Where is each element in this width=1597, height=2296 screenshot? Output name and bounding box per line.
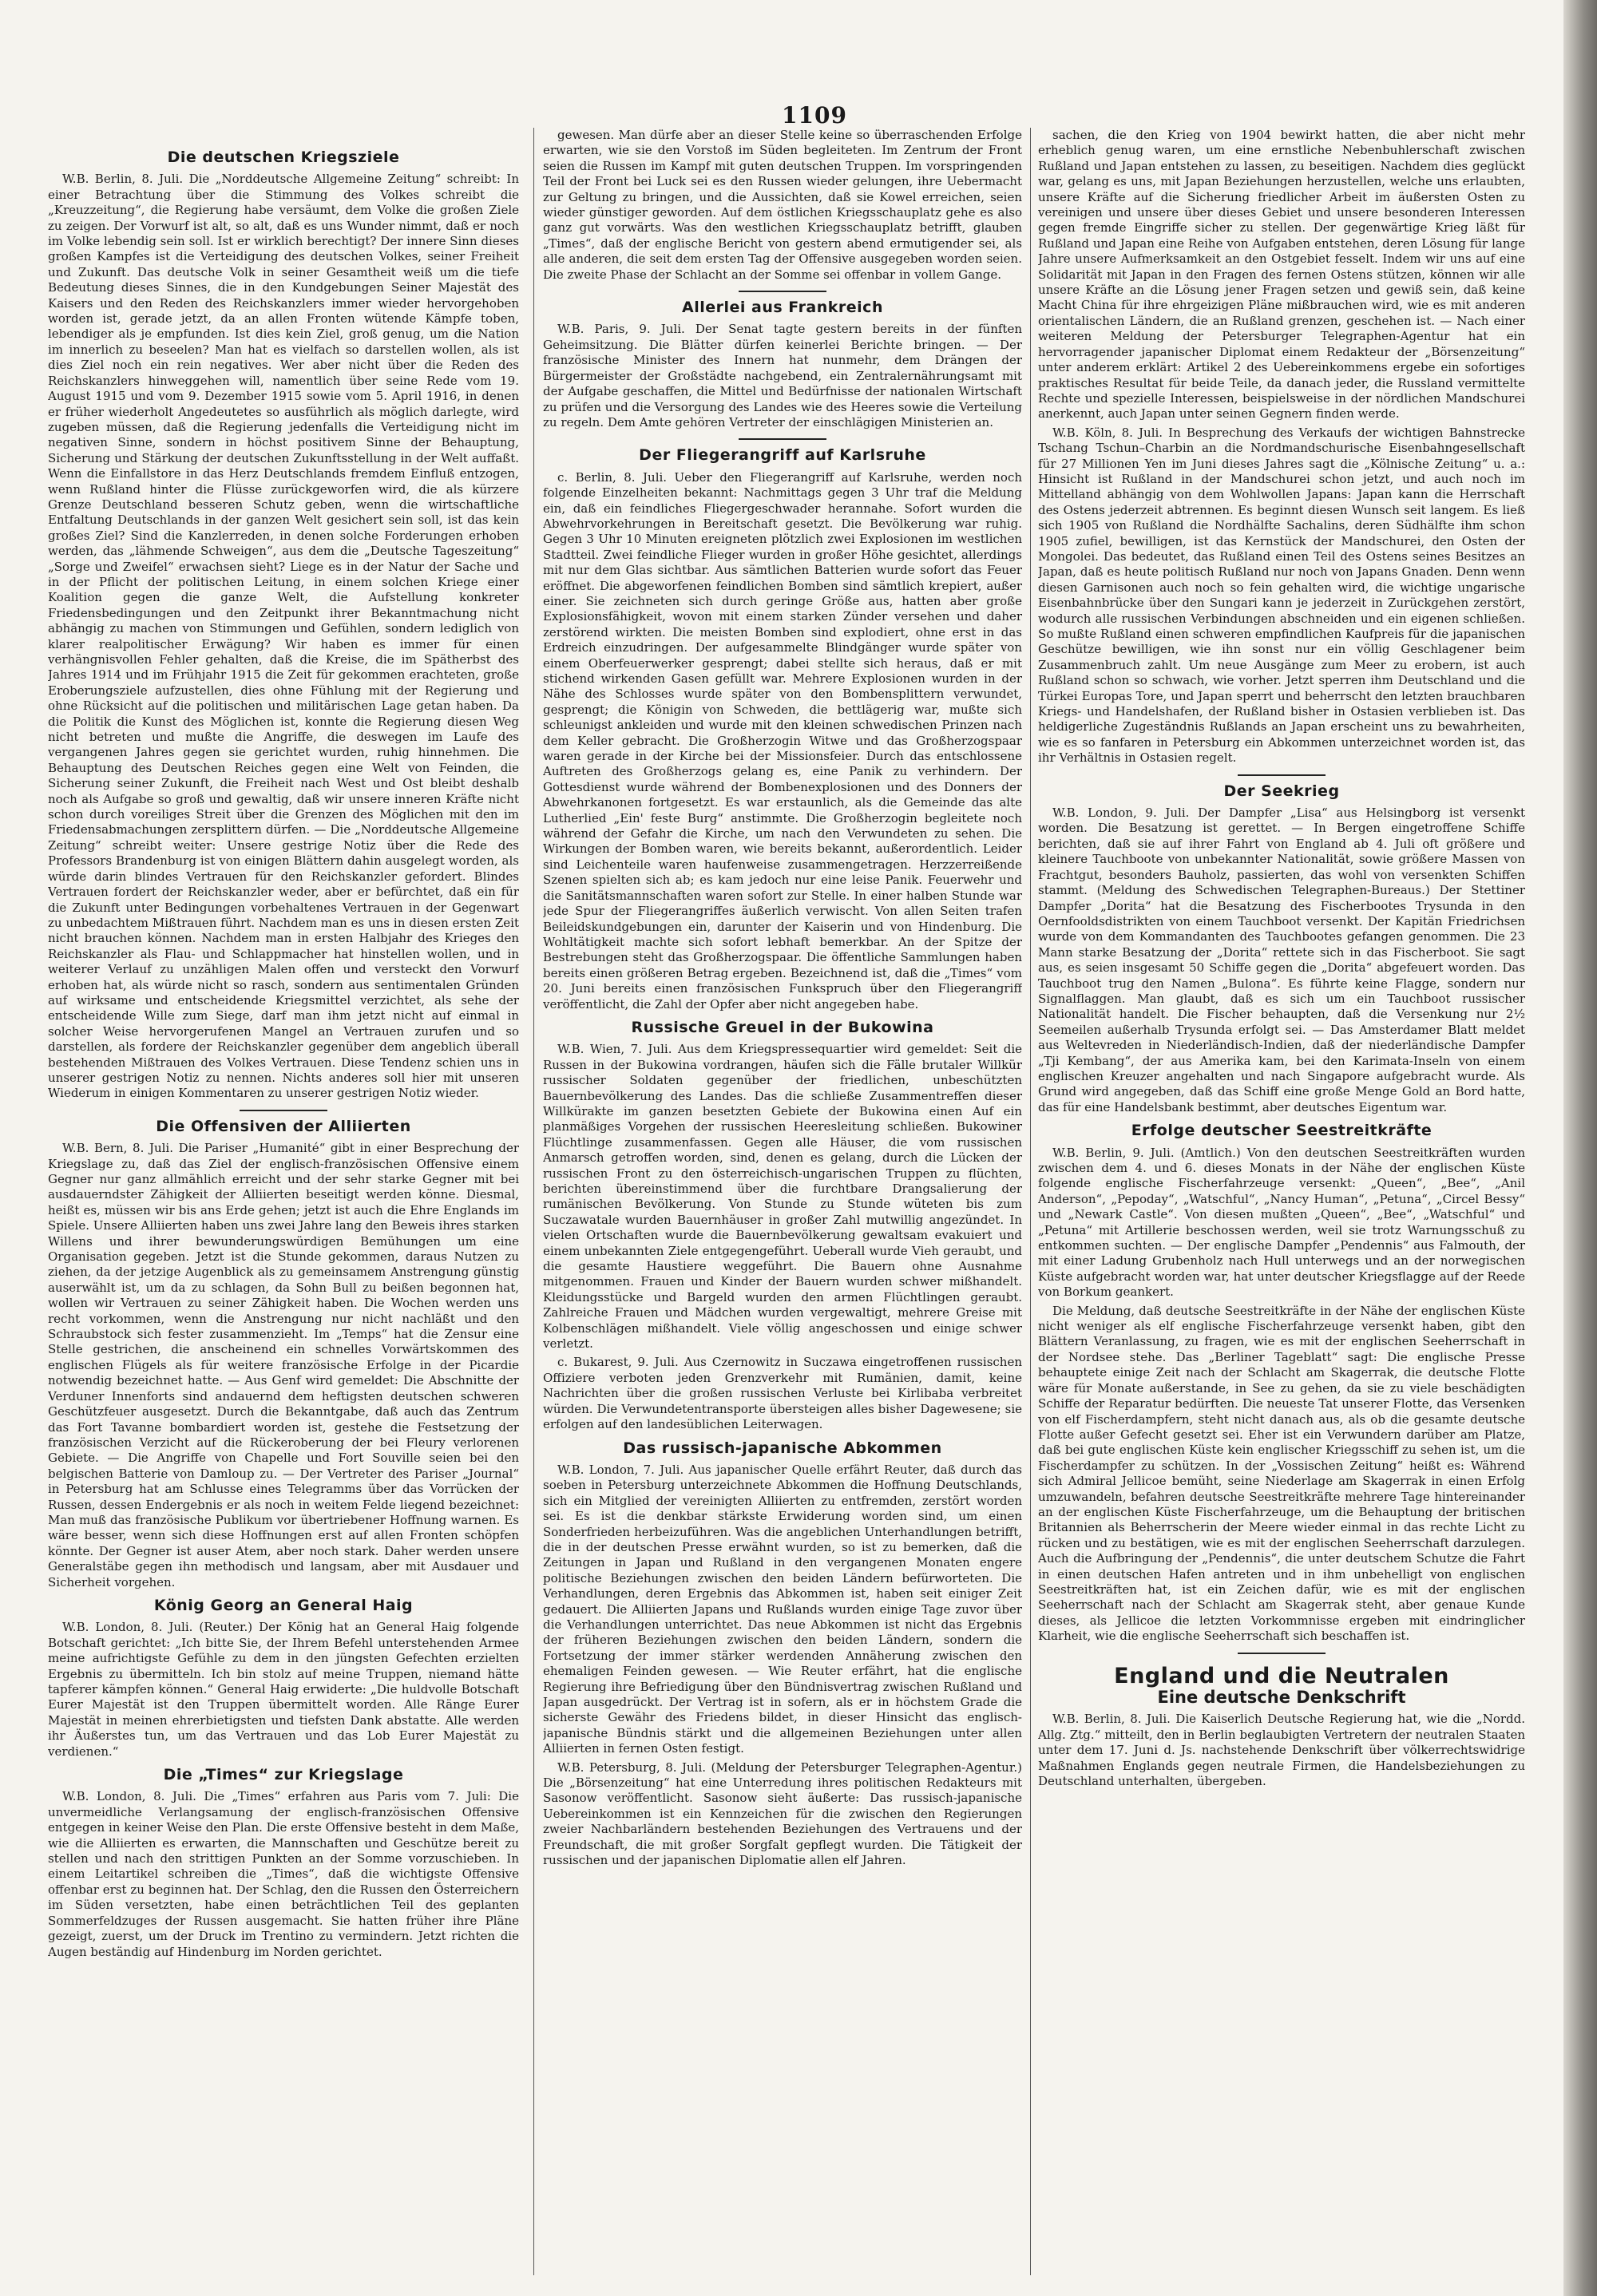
article-paragraph: gewesen. Man dürfe aber an dieser Stelle keine so überraschenden Erfolge erwarten, wie sie den Vorstoß im Süden begleiteten. Im Zentrum der Front seien die Russen im Kampf mit guten deutschen Truppen. Im vorspringenden Teil der Front bei Luck sei es den Russen wieder gelungen, ihre Uebermacht zur Geltung zu bringen, und die Aussichten, daß sie Kowel erreichen, seien wieder günstiger geworden. Auf dem östlichen Kriegsschauplatz gehe es also ganz gut vorwärts. Was den westlichen Kriegsschauplatz betrifft, glauben „Times“, daß der englische Bericht von gestern abend ermutigender sei, als alle anderen, die seit dem ersten Tag der Offensive ausgegeben worden seien. Die zweite Phase der Schlacht an der Somme sei offenbar in vollem Gange.: [543, 128, 1022, 282]
column-2: [543, 128, 1022, 2259]
column-divider: [1030, 128, 1031, 2275]
article-bukowina: [543, 1020, 1022, 1433]
column-divider: [533, 128, 534, 2275]
headline: Die deutschen Kriegsziele: [167, 148, 400, 166]
article-paragraph: Die Meldung, daß deutsche Seestreitkräfte in der Nähe der englischen Küste nicht weniger als elf englische Fischerfahrzeuge versenkt haben, gibt den Blättern Veranlassung, zu fragen, wie es mit der englischen Seeherrschaft in der Nordsee stehe. Das „Berliner Tageblatt“ sagt: Die englische Presse behauptete einige Zeit nach der Schlacht am Skagerrak, die deutsche Flotte wäre für Monate außerstande, in See zu gehen, da sie zu viele beschädigten Schiffe der Reparatur bedürften. Die neueste Tat unserer Flotte, das Versenken von elf Fischerdampfern, steht nicht danach aus, als ob die gesamte deutsche Flotte außer Gefecht gesetzt sei. Eher ist ein Verwundern darüber am Platze, daß bei gute englischen Küste kein englischer Kriegsschiff zu sehen ist, um die Fischerdampfer zu schützen. In der „Vossischen Zeitung“ heißt es: Während sich Admiral Jellicoe bemüht, seine Niederlage am Skagerrak in einen Erfolg umzuwandeln, befahren deutsche Seestreitkräfte mehrere Tage hintereinander an der englischen Küste Fischerfahrzeuge, um die Behauptung der britischen Britannien als Beherrscherin der Meere wieder einmal in das rechte Licht zu rücken und zu bestätigen, wie es mit der englischen Seeherrschaft darzulegen. Auch die Aufbringung der „Pendennis“, die unter deutschem Schutze die Fahrt in einen deutschen Hafen antreten und in ihm unbehelligt von englischen Seestreitkräften hat, ist ein Zeichen dafür, wie es mit der englischen Seeherrschaft nach der Schlacht am Skagerrak steht, aber genaue Kunde dieses, als Jellicoe die letzten Vorkommnisse ergeben mit eindringlicher Klarheit, wie die englische Seeherrschaft sich beschaffen ist.: [1038, 1303, 1525, 1644]
article-continuation: [1038, 128, 1525, 766]
article-paragraph: W.B. Köln, 8. Juli. In Besprechung des Verkaufs der wichtigen Bahnstrecke Tschang Tschun–Charbin an die Nordmandschurische Eisenbahngesellschaft für 27 Millionen Yen im Juni dieses Jahres sagt die „Kölnische Zeitung“ u. a.: Hinsicht ist Rußland in der Mandschurei schon jetzt, und auch noch im Mittelland abhängig von dem Wohlwollen Japans: Japan kann die Herrschaft des Ostens jederzeit abtrennen. Es beginnt diesen Wunsch seit langem. Es ließ sich 1905 von Rußland die Nordhälfte Sachalins, deren Südhälfte ihm schon 1905 zufiel, bewilligen, ist das Kernstück der Mandschurei, den Osten der Mongolei. Das bedeutet, das Rußland einen Teil des Ostens seines Besitzes an Japan, daß es heute politisch Rußland nur noch von Japans Gnaden. Denn wenn diesen Garnisonen auch noch so fein gehalten wird, die wichtige ungarische Eisenbahnbrücke über den Sungari kann je jederzeit in Zurückgehen zerstört, wodurch alle russischen Verbindungen abschneiden und ein eigenen schließen. So mußte Rußland einen schweren empfindlichen Kaufpreis für die japanischen Geschütze bewilligen, wie ihn sonst nur ein völlig Geschlagener beim Zusammenbruch zahlt. Um neue Ausgänge zum Meer zu erobern, ist auch Rußland schon so schwach, wie vorher. Jetzt sperren ihm Deutschland und die Türkei Europas Tore, und Japan sperrt und beherrscht den letzten brauchbaren Kriegs- und Handelshafen, der Rußland bisher in Ostasien verblieben ist. Das heldigerliche Zugeständnis Rußlands an Japan erscheint uns zu bewahrheiten, wie es so fanfaren in Petersburg ein Abkommen unterzeichnet worden ist, das ihr Verhältnis in Ostasien regelt.: [1038, 425, 1525, 766]
article-paragraph: W.B. Bern, 8. Juli. Die Pariser „Humanité“ gibt in einer Besprechung der Kriegslage zu, daß das Ziel der englisch-französischen Offensive einem Gegner nur ganz allmählich erreicht und der sehr starke Gegner mit bei ausdauerndster Zähigkeit der Alliierten beseitigt werden könne. Diesmal, heißt es, müssen wir bis ans Erde gehen; jetzt ist auch die Ehre Englands im Spiele. Unsere Alliierten haben uns zwei Jahre lang den Beweis ihres starken Willens und ihrer bewunderungswürdigen Bemühungen um eine Organisation gegeben. Jetzt ist die Stunde gekommen, daraus Nutzen zu ziehen, da der jetzige Augenblick als zu gemeinsamem Anstrengung günstig auserwählt ist, um da zu schlagen, da Sohn Bull zu beißen begonnen hat, wollen wir Vertrauen zu seiner Zähigkeit haben. Die Wochen werden uns recht vorkommen, wenn die Anstrengung nur nicht nachläßt und den Schraubstock sich fester zusammenzieht. Im „Temps“ hat die Zensur eine Stelle gestrichen, die anscheinend ein schnelles Vorwärtskommen des englischen Flügels als für weitere französische Erfolge in der Picardie notwendig bezeichnet hatte. — Aus Genf wird gemeldet: Die Abschnitte der Verduner Innenforts sind andauernd dem heftigsten deutschen schweren Geschützfeuer ausgesetzt. Durch die Bekanntgabe, daß auch das Zentrum das Fort Tavanne bombardiert worden ist, gestehe die Festsetzung der französischen Verzicht auf die Rückeroberung der bei Fleury verlorenen Gebiete. — Die Angriffe von Chapelle und Fort Souville seien bei den belgischen Batterie von Damloup zu. — Der Vertreter des Pariser „Journal“ in Petersburg hat am Schlusse eines Telegramms über das Vorrücken der Russen, dessen Endergebnis er als noch in weitem Felde liegend bezeichnet: Man muß das französische Publikum vor übertriebener Hoffnung warnen. Es wäre besser, wenn sich diese Hoffnungen erst auf allen Fronten schöpfen könnte. Der Gegner ist auser Atem, aber noch stark. Daher werden unsere Generalstäbe gegen ihn methodisch und langsam, aber mit Ausdauer und Sicherheit vorgehen.: [48, 1141, 519, 1589]
article-paragraph: W.B. Berlin, 8. Juli. Die „Norddeutsche Allgemeine Zeitung“ schreibt: In einer Betrachtung über die Stimmung des Volkes schreibt die „Kreuzzeitung“, die Regierung habe versäumt, dem Volke die großen Ziele zu zeigen. Der Vorwurf ist alt, so alt, daß es uns Wunder nimmt, daß er noch im Volke lebendig sein soll. Ist er wirklich berechtigt? Der innere Sinn dieses großen Kampfes ist die Verteidigung des deutschen Volkes, seiner Freiheit und Zukunft. Das deutsche Volk in seiner Gesamtheit weiß um die tiefe Bedeutung dieses Sinnes, die in den Kundgebungen Seiner Majestät des Kaisers und den Reden des Reichskanzlers immer wieder hervorgehoben worden ist, gerade jetzt, da an allen Fronten wütende Kämpfe toben, lebendiger als je empfunden. Ist dies kein Ziel, groß genug, um die Nation im innerlich zu beseelen? Man hat es vielfach so darstellen wollen, als ist dies Ziel noch ein rein negatives. Wer aber nicht über die Reden des Reichskanzlers hinweggehen will, namentlich über seine Rede vom 19. August 1915 und vom 9. Dezember 1915 sowie vom 5. April 1916, in denen er früher wiederholt Angedeutetes so ausführlich als möglich darlegte, wird zugeben müssen, daß die Regierung jedenfalls die Verteidigung nicht im negativen Sinne, sondern in höchst positivem Sinne der Behauptung, Sicherung und Stärkung der deutschen Zukunftsstellung in der Welt auffaßt. Wenn die Einfallstore in das Herz Deutschlands fremdem Einfluß entzogen, wenn Rußland hinter die Flüsse zurückgeworfen wird, die als kürzere Grenze Deutschland besseren Schutz geben, wenn die wirtschaftliche Entfaltung Deutschlands in der ganzen Welt gesichert sein soll, ist das kein großes Ziel? Sind die Kanzlerreden, in denen solche Forderungen erhoben werden, das „lähmende Schweigen“, aus dem die „Deutsche Tageszeitung“ „Sorge und Zweifel“ erwachsen sieht? Liege es in der Natur der Sache und in der Pflicht der politischen Leitung, in einem solchen Kriege einer Koalition gegen die ganze Welt, die Aufstellung konkreter Friedensbedingungen und den Zeitpunkt ihrer Bekanntmachung nicht abhängig zu machen von Stimmungen und Gefühlen, sondern lediglich von klarer realpolitischer Erwägung? Wir haben es immer für einen verhängnisvollen Fehler gehalten, daß die Kreise, die im Spätherbst des Jahres 1914 und im Frühjahr 1915 die Zeit für gekommen erachteten, große Eroberungsziele aufzustellen, dies ohne Fühlung mit der Regierung und ohne Rücksicht auf die politischen und militärischen Lage getan haben. Da die Politik die Kunst des Möglichen ist, konnte die Regierung diesen Weg nicht betreten und mußte die Angriffe, die deswegen im Laufe des vergangenen Jahres gegen sie gerichtet wurden, ruhig hinnehmen. Die Behauptung des Deutschen Reiches gegen eine Welt von Feinden, die Sicherung seiner Zukunft, die Freiheit nach West und Ost bleibt deshalb noch als Aufgabe so groß und gewaltig, daß wir unsere inneren Kräfte nicht schon durch voreiliges Streit über die Grenzen des Möglichen mit den im Friedensabmachungen zersplittern dürfen. — Die „Norddeutsche Allgemeine Zeitung“ schreibt weiter: Unsere gestrige Notiz über die Rede des Professors Brandenburg ist von einigen Blättern dahin ausgelegt worden, als würde darin blindes Vertrauen für den Reichskanzler gefordert. Blindes Vertrauen fordert der Reichskanzler weder, aber er befürchtet, daß ein für die Zukunft unter Bedingungen vorbehaltenes Vertrauen in der Gegenwart zu unbedachtem Mißtrauen führt. Nachdem man es uns in diesen ersten Zeit nicht brauchen können. Nachdem man in ersten Halbjahr des Krieges den Reichskanzler als Flau- und Schlappmacher hat hinstellen wollen, und in weiterer Verlauf zu unzähligen Malen offen und versteckt den Vorwurf erhoben hat, als würde nicht so rasch, sondern aus sentimentalen Gründen auf wirksame und entscheidende Kriegsmittel verzichtet, als sehe der entscheidende Wille zum Siege, darf man ihm jetzt nicht auf einmal in solcher Weise hervorgerufenen Mangel an Vertrauen zurufen und so darstellen, als fordere der Reichskanzler gegenüber dem angeblich überall bestehenden Mißtrauen des Volkes Vertrauen. Diese Tendenz schien uns in unserer gestrigen Notiz zu nennen. Nichts anderes soll hier mit unseren Wiederum in einigen Kommentaren zu unserer gestrigen Notiz wieder.: [48, 172, 519, 1101]
headline: Das russisch-japanische Abkommen: [623, 1439, 942, 1457]
article-koenig-georg: [48, 1598, 519, 1760]
article-separator: [1238, 1653, 1326, 1654]
headline: Die Offensiven der Alliierten: [156, 1117, 411, 1135]
article-england-neutrale: [1038, 1663, 1525, 1790]
article-paragraph: W.B. London, 7. Juli. Aus japanischer Quelle erfährt Reuter, daß durch das soeben in Petersburg unterzeichnete Abkommen die Hoffnung Deutschlands, sich ein Mitglied der vereinigten Alliierten zu entfremden, zerstört worden sei. Es ist die denkbar stärkste Erwiderung worden sind, um einen Sonderfrieden herbeizuführen. Was die angeblichen Unterhandlungen betrifft, die in der deutschen Presse erwähnt wurden, so ist zu bemerken, daß die Zeitungen in Japan und Rußland in den vergangenen Monaten engere politische Beziehungen zwischen den beiden Ländern befürworteten. Die Verhandlungen, deren Ergebnis das Abkommen ist, haben seit einiger Zeit gedauert. Die Alliierten Japans und Rußlands wurden einige Tage zuvor über die Verhandlungen unterrichtet. Das neue Abkommen ist nicht das Ergebnis der früheren Beziehungen zwischen den beiden Ländern, sondern die Fortsetzung der immer stärker werdenden Annäherung zwischen den ehemaligen Feinden gewesen. — Wie Reuter erfährt, hat die englische Regierung ihre Befriedigung über den Bündnisvertrag zwischen Rußland und Japan ausgedrückt. Der Vertrag ist in sofern, als er in höchstem Grade die sicherste Gewähr des Friedens bildet, in dieser Hinsicht das englisch-japanische Bündnis stärkt und die allgemeinen Beziehungen unter allen Alliierten in fernen Osten festigt.: [543, 1462, 1022, 1756]
headline: Der Fliegerangriff auf Karlsruhe: [639, 446, 926, 465]
article-separator: [1238, 774, 1326, 776]
article-paragraph: W.B. Berlin, 8. Juli. Die Kaiserlich Deutsche Regierung hat, wie die „Nordd. Allg. Ztg.“ mitteilt, den in Berlin beglaubigten Vertretern der neutralen Staaten unter dem 17. Juni d. Js. nachstehende Denkschrift über völkerrechtswidrige Maßnahmen Englands gegen neutrale Firmen, die Handelsbeziehungen zu Deutschland unterhalten, übergeben.: [1038, 1712, 1525, 1789]
article-frankreich: [543, 300, 1022, 430]
article-continuation: [543, 128, 1022, 283]
article-paragraph: c. Berlin, 8. Juli. Ueber den Fliegerangriff auf Karlsruhe, werden noch folgende Einzelheiten bekannt: Nachmittags gegen 3 Uhr traf die Meldung ein, daß ein feindliches Fliegergeschwader herannahe. Sofort wurden die Abwehrvorkehrungen in Bereitschaft gesetzt. Die Bevölkerung war ruhig. Gegen 3 Uhr 10 Minuten ereigneten plötzlich zwei Explosionen im westlichen Stadtteil. Zwei feindliche Flieger wurden in großer Höhe gesichtet, allerdings mit nur dem Glas sichtbar. Aus sämtlichen Batterien wurde sofort das Feuer eröffnet. Die abgeworfenen feindlichen Bomben sind sämtlich krepiert, außer einer. Sie zeichneten sich durch geringe Größe aus, hatten aber große Explosionsfähigkeit, wovon mit einem starken Zünder versehen und daher zerstörend wirkten. Die meisten Bomben sind explodiert, ohne erst in das Erdreich einzudringen. Der aufgesammelte Blindgänger wurde später von einem Oberfeuerwerker gesprengt; dabei stellte sich heraus, daß er mit stichend wirkenden Gasen gefüllt war. Mehrere Explosionen wurden in der Nähe des Schlosses wurde später von den Bombensplittern verwundet, gesprengt; die Königin von Schweden, die bettlägerig war, mußte sich schleunigst ankleiden und wurde mit den kleinen schwedischen Prinzen nach dem Keller gebracht. Die Großherzogin Witwe und das Großherzogspaar waren gerade in der Kirche bei der Missionsfeier. Durch das entschlossene Auftreten des Großherzogs gelang es, eine Panik zu verhindern. Der Gottesdienst wurde während der Bombenexplosionen und des Donners der Abwehrkanonen fortgesetzt. Es war erstaunlich, als die Gemeinde das alte Lutherlied „Ein' feste Burg“ anstimmte. Die Großherzogin begleitete noch während der Gefahr die Kirche, um nach den Verwundeten zu sehen. Die Wirkungen der Bomben waren, wie bereits bekannt, außerordentlich. Leider sind Leichenteile waren haufenweise zusammengetragen. Herzzerreißende Szenen spielten sich ab; es kam jedoch nur eine leise Panik. Feuerwehr und die Sanitätsmannschaften waren sofort zur Stelle. In einer halben Stunde war jede Spur der Fliegerangriffes äußerlich verwischt. Von allen Seiten trafen Beileidskundgebungen ein, darunter der Kaiserin und von Hindenburg. Die Wohltätigkeit machte sich sofort lebhaft bemerkbar. An der Spitze der Bestrebungen steht das Großherzogspaar. Die öffentliche Sammlungen haben bereits einen größeren Betrag ergeben. Bezeichnend ist, daß die „Times“ vom 20. Juni bereits einen französischen Funkspruch über den Fliegerangriff veröffentlicht, die Zahl der Opfer aber nicht angegeben habe.: [543, 469, 1022, 1011]
headline: Die „Times“ zur Kriegslage: [163, 1766, 404, 1784]
headline: König Georg an General Haig: [153, 1596, 414, 1614]
subheadline: Eine deutsche Denkschrift: [1157, 1688, 1406, 1707]
article-seekrieg: [1038, 784, 1525, 1116]
article-paragraph: W.B. London, 9. Juli. Der Dampfer „Lisa“ aus Helsingborg ist versenkt worden. Die Besatzung ist gerettet. — In Bergen eingetroffene Schiffe berichten, daß sie auf ihrer Fahrt von England ab 4. Juli oft größere und kleinere Tauchboote von unbekannter Nationalität, sowie größere Massen von Frachtgut, besonders Bauholz, passierten, das wohl von versenkten Schiffen stammt. (Meldung des Schwedischen Telegraphen-Bureaus.) Der Stettiner Dampfer „Dorita“ hat die Besatzung des Fischerbootes Trysunda in den Oernfooldsdistrikten von einem Tauchboot versenkt. Der Kapitän Friedrichsen wurde von dem Kommandanten des Tauchbootes gefangen genommen. Die 23 Mann starke Besatzung der „Dorita“ rettete sich in das Fischerboot. Sie sagt aus, es seien insgesamt 50 Schiffe gegen die „Dorita“ abgefeuert worden. Das Tauchboot trug den Namen „Bulona“. Es führte keine Flagge, sondern nur Signalflaggen. Man glaubt, daß es sich um ein Tauchboot russischer Nationalität handelt. Die Fischer behaupten, daß die Versenkung nur 2½ Seemeilen außerhalb Trysunda erfolgt sei. — Das Amsterdamer Blatt meldet aus Weltevreden in Niederländisch-Indien, daß der niederländische Dampfer „Tji Kembang“, der aus Amerika kam, bei den Karimata-Inseln von einem englischen Kreuzer angehalten und nach Singapore aufgebracht wurde. Als Grund wird angegeben, daß das Schiff eine große Menge Gold an Bord hatte, das für eine Handelsbank bestimmt, aber deutsches Eigentum war.: [1038, 806, 1525, 1114]
article-paragraph: W.B. Petersburg, 8. Juli. (Meldung der Petersburger Telegraphen-Agentur.) Die „Börsenzeitung“ hat eine Unterredung ihres politischen Redakteurs mit Sasonow veröffentlicht. Sasonow sieht äußerte: Das russisch-japanische Uebereinkommen ist ein Kennzeichen für die zwischen den Regierungen zweier Nachbarländern bestehenden Beziehungen des Vertrauens und der Freundschaft, die mit großer Sorgfalt gepflegt wurden. Die Tätigkeit der russischen und der japanischen Diplomatie allen elf Jahren.: [543, 1760, 1022, 1868]
article-paragraph: W.B. London, 8. Juli. (Reuter.) Der König hat an General Haig folgende Botschaft gerichtet: „Ich bitte Sie, der Ihrem Befehl unterstehenden Armee meine aufrichtigste Gefühle zu dem in den jüngsten Gefechten erzielten Ergebnis zu übermitteln. Ich bin stolz auf meine Truppen, niemand hätte tapferer kämpfen können.“ General Haig erwiderte: „Die huldvolle Botschaft Eurer Majestät ist den Truppen übermittelt worden. Alle Ränge Eurer Majestät in meinen ehrerbietigsten und tiefsten Dank abstatte. Alle werden ihr Äußerstes tun, um das Vertrauen und das Lob Eurer Majestät zu verdienen.“: [48, 1620, 519, 1759]
article-paragraph: W.B. Wien, 7. Juli. Aus dem Kriegspressequartier wird gemeldet: Seit die Russen in der Bukowina vordrangen, häufen sich die Fälle brutaler Willkür russischer Soldaten gegenüber der friedlichen, unbeschützten Bauernbevölkerung des Landes. Das die schließe Zusammentreffen dieser Willkürakte im ganzen besetzten Gebiete der Bukowina einen Auf ein planmäßiges Vorgehen der russischen Heeresleitung schließen. Bukowiner Flüchtlinge zusammenfassen. Gegen alle Häuser, die vom russischen Anmarsch getroffen worden, sind, denen es gelang, durch die Lücken der russischen Front zu den österreichisch-ungarischen Truppen zu flüchten, berichten übereinstimmend über die furchtbare Drangsalierung der rumänischen Bevölkerung. Von Stunde zu Stunde wüteten bis zum Suczawatale wurden Bauernhäuser in großer Zahl mutwillig angezündet. In vielen Ortschaften wurde die Bauernbevölkerung gewaltsam evakuiert und einem unbekannten Ziele entgegengeführt. Ueberall wurde Vieh geraubt, und die gesamte Haustiere weggeführt. Die Bauern ohne Ausnahme mitgenommen. Frauen und Kinder der Bauern wurden schwer mißhandelt. Kleidungsstücke und Bargeld wurden den armen Flüchtlingen geraubt. Zahlreiche Frauen und Mädchen wurden vergewaltigt, mehrere Greise mit Kolbenschlägen mißhandelt. Viele völlig angeschossen und einige schwer verletzt.: [543, 1042, 1022, 1352]
article-seestreitkraefte: [1038, 1123, 1525, 1644]
article-russisch-japanisch: [543, 1441, 1022, 1869]
headline: England und die Neutralen: [1114, 1663, 1449, 1688]
article-karlsruhe: [543, 448, 1022, 1012]
article-separator: [240, 1110, 327, 1111]
article-offensiven: [48, 1119, 519, 1590]
column-3: [1038, 128, 1525, 2259]
article-separator: [739, 291, 826, 292]
article-separator: [739, 438, 826, 440]
column-1: [48, 142, 519, 2274]
page-number: 1109: [782, 102, 847, 129]
article-paragraph: sachen, die den Krieg von 1904 bewirkt hatten, die aber nicht mehr erheblich genug waren, um eine ernstliche Nebenbuhlerschaft zwischen Rußland und Japan entstehen zu lassen, zu beseitigen. Nachdem dies geglückt war, gelang es uns, mit Japan Beziehungen herzustellen, welche uns erlaubten, unsere Kräfte auf die Sicherung friedlicher Arbeit im äußersten Osten zu vereinigen und unsere über dieses Gebiet und unsere besonderen Interessen gegen fremde Eingriffe sicher zu stellen. Der gegenwärtige Krieg läßt für Rußland und Japan eine Reihe von Aufgaben entstehen, deren Lösung für lange Jahre unsere Aufmerksamkeit an den Ostgebiet fesselt. Indem wir uns auf eine Solidarität mit Japan in den Fragen des fernen Ostens stützen, können wir alle unsere Kräfte an die Lösung jener Fragen setzen und gewiß sein, daß keine Macht China für ihre ehrgeizigen Pläne mißbrauchen wird, wie es mit anderen orientalischen Ländern, die an Rußland grenzen, geschehen ist. — Nach einer weiteren Meldung der Petersburger Telegraphen-Agentur hat ein hervorragender japanischer Diplomat einem Redakteur der „Börsenzeitung“ unter anderem erklärt: Artikel 2 des Uebereinkommens ergebe ein sofortiges praktisches Resultat für beide Teile, da danach jeder, die Russland vermittelte Rechte und spezielle Interessen, beispielsweise in der nördlichen Mandschurei anerkennt, auch Japan unter seinen Gegnern finden werde.: [1038, 128, 1525, 422]
headline: Russische Greuel in der Bukowina: [631, 1018, 934, 1036]
article-paragraph: W.B. London, 8. Juli. Die „Times“ erfahren aus Paris vom 7. Juli: Die unvermeidliche Verlangsamung der englisch-französischen Offensive entgegen in keiner Weise den Plan. Die erste Offensive besteht in dem Maße, wie die Alliierten es erwarten, die Mannschaften und Geschütze bereit zu stellen und nach den strittigen Punkten an der Somme vorzuschieben. In einem Leitartikel schreiben die „Times“, daß die wichtigste Offensive offenbar erst zu beginnen hat. Der Schlag, den die Russen den Österreichern im Süden versetzten, habe einen beträchtlichen Teil des geplanten Sommerfeldzuges der Russen ausgemacht. Sie hatten früher ihre Pläne gezeigt, zuerst, um der Druck im Trentino zu vermindern. Jetzt richten die Augen beständig auf Hindenburg im Norden gerichtet.: [48, 1789, 519, 1959]
headline: Allerlei aus Frankreich: [682, 299, 883, 317]
headline: Der Seekrieg: [1223, 782, 1340, 800]
article-paragraph: W.B. Berlin, 9. Juli. (Amtlich.) Von den deutschen Seestreitkräften wurden zwischen dem 4. und 6. dieses Monats in der Nähe der englischen Küste folgende englische Fischerfahrzeuge versenkt: „Queen“, „Bee“, „Anil Anderson“, „Pepoday“, „Watschful“, „Nancy Human“, „Petuna“, „Circel Bessy“ und „Newark Castle“. Von diesen mußten „Queen“, „Bee“, „Watschful“ und „Petuna“ mit Artillerie beschossen werden, weil sie trotz Warnungsschuß zu entkommen suchten. — Der englische Dampfer „Pendennis“ aus Falmouth, der mit einer Ladung Grubenholz nach Hull unterwegs und an der norwegischen Küste aufgebracht worden war, hat unter deutscher Kriegsflagge auf der Reede von Borkum geankert.: [1038, 1145, 1525, 1300]
article-times-kriegslage: [48, 1768, 519, 1960]
scan-edge: [1563, 0, 1597, 2296]
article-paragraph: c. Bukarest, 9. Juli. Aus Czernowitz in Suczawa eingetroffenen russischen Offiziere verboten jeden Grenzverkehr mit Rumänien, damit, keine Nachrichten über die großen russischen Verluste bei Kirlibaba verbreitet würden. Die Verwundetentransporte übersteigen alles bisher Dagewesene; sie erfolgen auf den landesüblichen Leiterwagen.: [543, 1355, 1022, 1432]
article-kriegsziele: [48, 150, 519, 1102]
headline: Erfolge deutscher Seestreitkräfte: [1131, 1122, 1433, 1140]
article-paragraph: W.B. Paris, 9. Juli. Der Senat tagte gestern bereits in der fünften Geheimsitzung. Die Blätter dürfen keinerlei Berichte bringen. — Der französische Minister des Innern hat nunmehr, dem Drängen der Bürgermeister der Großstädte nachgebend, ein Zentralernährungsamt mit der Aufgabe geschaffen, die Mittel und Bedürfnisse der nationalen Wirtschaft zu prüfen und die Versorgung des Landes wie des Heeres sowie die Verteilung zu regeln. Dem Amte gehören Vertreter der einschlägigen Ministerien an.: [543, 322, 1022, 430]
